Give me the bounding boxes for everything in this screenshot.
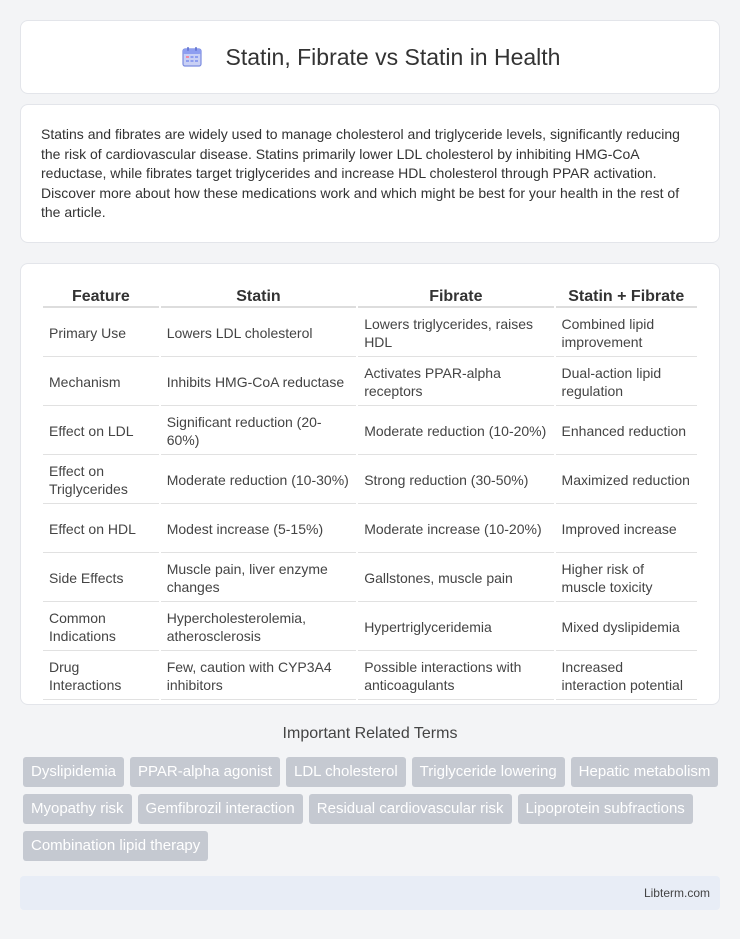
- table-row: [43, 457, 697, 504]
- table-cell: Improved increase: [556, 506, 697, 553]
- related-term-tag[interactable]: Myopathy risk: [23, 794, 132, 824]
- table-cell: Effect on Triglycerides: [43, 457, 159, 504]
- column-header: Fibrate: [358, 286, 553, 308]
- table-cell: Drug Interactions: [43, 653, 159, 700]
- table-row: [43, 359, 697, 406]
- page-title: Statin, Fibrate vs Statin in Health: [225, 43, 561, 70]
- table-cell: Lowers LDL cholesterol: [161, 310, 356, 357]
- table-cell: Mixed dyslipidemia: [556, 604, 697, 651]
- calendar-icon: [180, 45, 204, 69]
- column-header: Statin + Fibrate: [556, 286, 697, 308]
- footer-site-link[interactable]: Libterm.com: [643, 886, 710, 900]
- table-row: [43, 310, 697, 357]
- table-cell: Strong reduction (30-50%): [358, 457, 553, 504]
- table-row: [43, 555, 697, 602]
- table-cell: Combined lipid improvement: [556, 310, 697, 357]
- table-cell: Dual-action lipid regulation: [556, 359, 697, 406]
- table-cell: Modest increase (5-15%): [161, 506, 356, 553]
- table-cell: Effect on LDL: [43, 408, 159, 455]
- footer: [20, 876, 720, 910]
- table-cell: Possible interactions with anticoagulants: [358, 653, 553, 700]
- related-terms-list: [23, 757, 723, 861]
- table-cell: Hypertriglyceridemia: [358, 604, 553, 651]
- table-cell: Mechanism: [43, 359, 159, 406]
- related-term-tag[interactable]: Gemfibrozil interaction: [138, 794, 303, 824]
- intro-text: Statins and fibrates are widely used to manage cholesterol and triglyceride levels, significantly reducing the risk of cardiovascular disease. Statins primarily lower LDL cholesterol by inhibiting HMG-CoA reductase, while fibrates target triglycerides and increase HDL cholesterol through PPAR activation. Discover more about how these medications work and which might be best for your health in the rest of the article.: [41, 126, 680, 221]
- table-cell: Significant reduction (20-60%): [161, 408, 356, 455]
- table-cell: Effect on HDL: [43, 506, 159, 553]
- related-term-tag[interactable]: Hepatic metabolism: [571, 757, 719, 787]
- table-cell: Hypercholesterolemia, atherosclerosis: [161, 604, 356, 651]
- table-cell: Higher risk of muscle toxicity: [556, 555, 697, 602]
- title-card: [20, 20, 720, 94]
- table-cell: Enhanced reduction: [556, 408, 697, 455]
- table-row: [43, 506, 697, 553]
- table-cell: Primary Use: [43, 310, 159, 357]
- column-header: Feature: [43, 286, 159, 308]
- table-cell: Activates PPAR-alpha receptors: [358, 359, 553, 406]
- table-cell: Gallstones, muscle pain: [358, 555, 553, 602]
- table-cell: Moderate reduction (10-30%): [161, 457, 356, 504]
- table-header-row: [43, 286, 697, 308]
- table-row: [43, 408, 697, 455]
- table-cell: Few, caution with CYP3A4 inhibitors: [161, 653, 356, 700]
- related-term-tag[interactable]: Combination lipid therapy: [23, 831, 208, 861]
- table-cell: Moderate increase (10-20%): [358, 506, 553, 553]
- table-cell: Maximized reduction: [556, 457, 697, 504]
- table-cell: Muscle pain, liver enzyme changes: [161, 555, 356, 602]
- related-term-tag[interactable]: LDL cholesterol: [286, 757, 406, 787]
- table-cell: Lowers triglycerides, raises HDL: [358, 310, 553, 357]
- related-term-tag[interactable]: PPAR-alpha agonist: [130, 757, 280, 787]
- intro-card: [20, 104, 720, 243]
- table-cell: Inhibits HMG-CoA reductase: [161, 359, 356, 406]
- column-header: Statin: [161, 286, 356, 308]
- related-term-tag[interactable]: Lipoprotein subfractions: [518, 794, 693, 824]
- table-row: [43, 604, 697, 651]
- related-term-tag[interactable]: Dyslipidemia: [23, 757, 124, 787]
- comparison-table: [41, 284, 699, 702]
- related-terms-heading: Important Related Terms: [282, 725, 458, 742]
- related-term-tag[interactable]: Residual cardiovascular risk: [309, 794, 512, 824]
- table-cell: Moderate reduction (10-20%): [358, 408, 553, 455]
- table-cell: Common Indications: [43, 604, 159, 651]
- comparison-table-card: [20, 263, 720, 705]
- table-cell: Side Effects: [43, 555, 159, 602]
- related-term-tag[interactable]: Triglyceride lowering: [412, 757, 565, 787]
- table-cell: Increased interaction potential: [556, 653, 697, 700]
- table-row: [43, 653, 697, 700]
